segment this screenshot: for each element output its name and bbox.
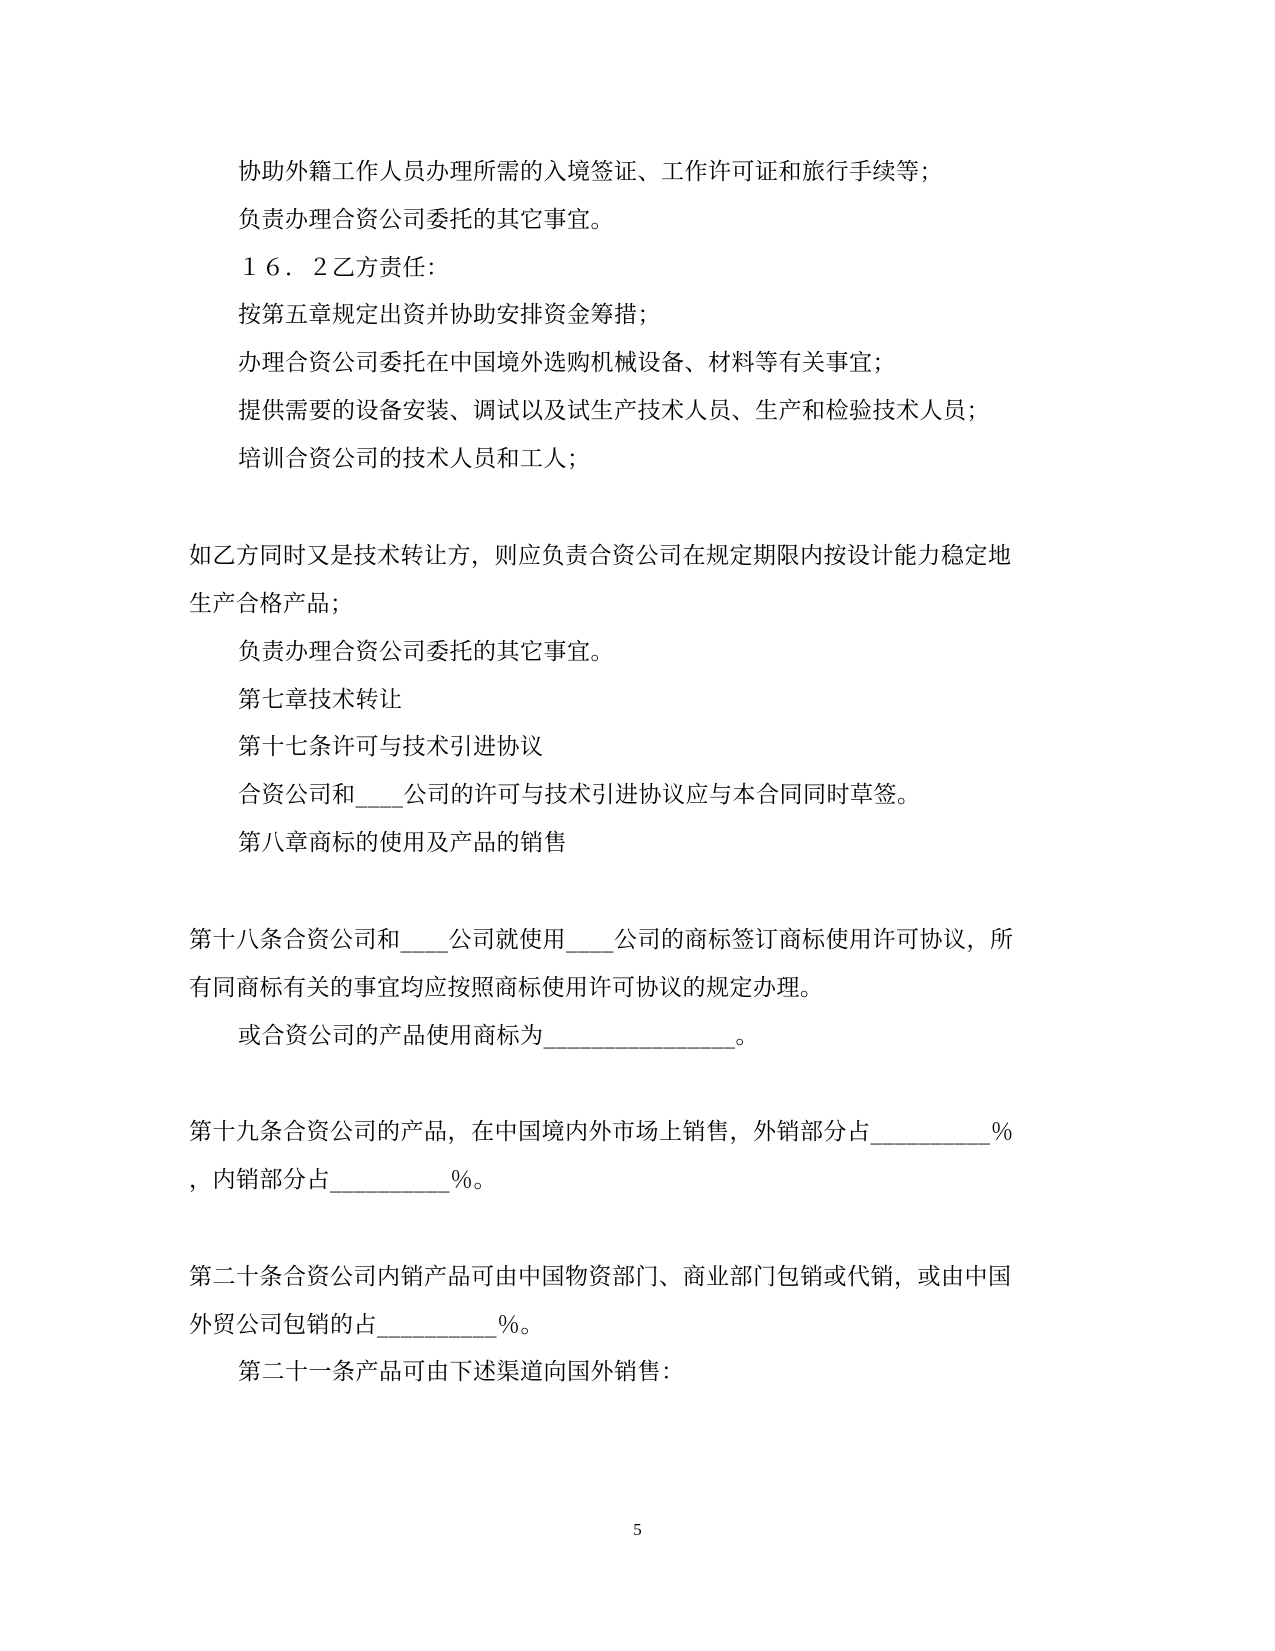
paragraph-line: 培训合资公司的技术人员和工人； — [238, 446, 591, 472]
article-heading: 第十七条许可与技术引进协议 — [238, 734, 544, 760]
paragraph-line: 按第五章规定出资并协助安排资金筹措； — [238, 302, 661, 328]
paragraph-line: 负责办理合资公司委托的其它事宜。 — [238, 639, 614, 665]
paragraph-line: 如乙方同时又是技术转让方，则应负责合资公司在规定期限内按设计能力稳定地 — [189, 543, 1012, 569]
chapter-heading: 第七章技术转让 — [238, 687, 403, 713]
paragraph-line: 第十九条合资公司的产品，在中国境内外市场上销售，外销部分占__________％ — [189, 1119, 1014, 1145]
paragraph-line: 合资公司和____公司的许可与技术引进协议应与本合同同时草签。 — [238, 782, 921, 808]
paragraph-line: 第二十条合资公司内销产品可由中国物资部门、商业部门包销或代销，或由中国 — [189, 1264, 1012, 1290]
chapter-heading: 第八章商标的使用及产品的销售 — [238, 830, 567, 856]
page-number: 5 — [633, 1520, 642, 1539]
paragraph-line: 生产合格产品； — [189, 591, 354, 617]
article-heading: 第二十一条产品可由下述渠道向国外销售： — [238, 1359, 685, 1385]
paragraph-line: 办理合资公司委托在中国境外选购机械设备、材料等有关事宜； — [238, 350, 896, 376]
paragraph-line: 或合资公司的产品使用商标为________________。 — [238, 1023, 759, 1049]
paragraph-line: 负责办理合资公司委托的其它事宜。 — [238, 207, 614, 233]
paragraph-line: ，内销部分占__________％。 — [189, 1167, 497, 1193]
paragraph-line: 有同商标有关的事宜均应按照商标使用许可协议的规定办理。 — [189, 975, 824, 1001]
paragraph-line: 外贸公司包销的占__________％。 — [189, 1312, 544, 1338]
paragraph-line: 协助外籍工作人员办理所需的入境签证、工作许可证和旅行手续等； — [238, 159, 943, 185]
paragraph-line: 第十八条合资公司和____公司就使用____公司的商标签订商标使用许可协议，所 — [189, 927, 1014, 953]
section-heading: １６．２乙方责任： — [238, 255, 450, 281]
paragraph-line: 提供需要的设备安装、调试以及试生产技术人员、生产和检验技术人员； — [238, 398, 990, 424]
